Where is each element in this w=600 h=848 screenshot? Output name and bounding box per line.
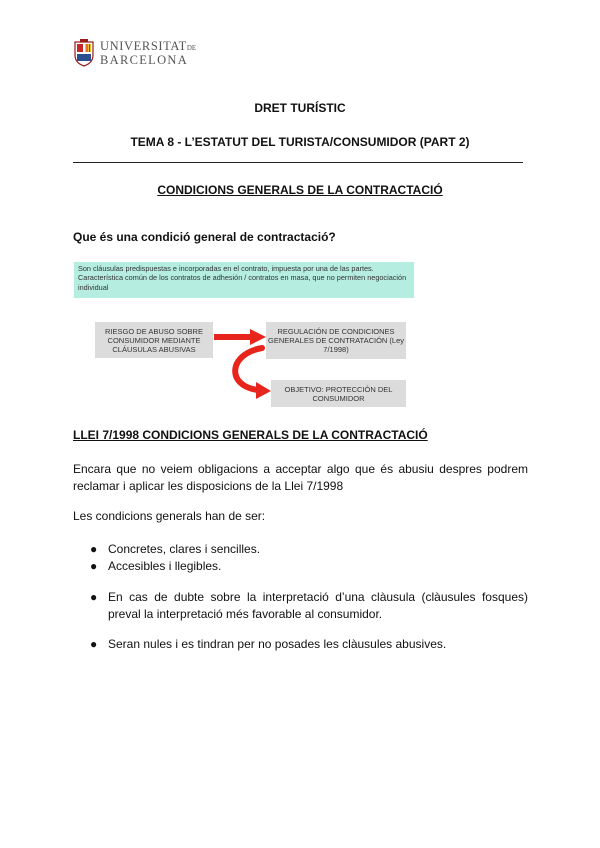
- university-crest-icon: [74, 39, 94, 67]
- bullet-icon: ●: [90, 590, 98, 604]
- conditions-list: [73, 589, 528, 624]
- logo-line-1-suffix: DE: [186, 43, 197, 52]
- right-arrow: [214, 329, 266, 345]
- header-divider: [73, 162, 523, 163]
- university-logo: [74, 39, 196, 67]
- law-title: LLEI 7/1998 CONDICIONS GENERALS DE LA CONTRACTACIÓ: [73, 428, 428, 442]
- objective-box: OBJETIVO: PROTECCIÓN DEL CONSUMIDOR: [271, 380, 406, 407]
- list-item: [73, 636, 528, 653]
- subject-title: DRET TURÍSTIC: [254, 101, 346, 115]
- list-item-text: En cas de dubte sobre la interpretació d’una clàusula (clàusules fosques) preval la interpretació més favorable al consumidor.: [108, 590, 528, 622]
- logo-line-2: BARCELONA: [100, 53, 189, 67]
- conditions-intro: Les condicions generals han de ser:: [73, 509, 266, 523]
- section-title: CONDICIONS GENERALS DE LA CONTRACTACIÓ: [157, 183, 443, 197]
- list-item-text: Concretes, clares i sencilles.: [108, 542, 261, 556]
- bullet-icon: ●: [90, 559, 98, 574]
- bullet-icon: ●: [90, 542, 98, 556]
- logo-line-1: UNIVERSITAT: [100, 38, 187, 53]
- conditions-list: [73, 636, 528, 653]
- topic-title: TEMA 8 - L’ESTATUT DEL TURISTA/CONSUMIDOR (PART 2): [130, 135, 470, 149]
- regulation-box: REGULACIÓN DE CONDICIONES GENERALES DE CONTRATACIÓN (Ley 7/1998): [266, 322, 406, 359]
- risk-box: RIESGO DE ABUSO SOBRE CONSUMIDOR MEDIANTE CLÁUSULAS ABUSIVAS: [95, 322, 213, 358]
- question-heading: Que és una condició general de contractació?: [73, 230, 336, 244]
- list-item: [73, 558, 528, 575]
- list-item: [73, 589, 528, 624]
- definition-box: Son cláusulas predispuestas e incorporadas en el contrato, impuesta por una de las partes. Característica común de los contratos de adhesión / contratos en masa, que no permiten negociación individual: [74, 262, 414, 298]
- logo-wordmark: [100, 40, 196, 67]
- list-item: [73, 541, 528, 558]
- list-item-text: Seran nules i es tindran per no posades les clàusules abusives.: [108, 637, 447, 651]
- bullet-icon: ●: [90, 637, 98, 651]
- law-paragraph: Encara que no veiem obligacions a acceptar algo que és abusiu despres podrem reclamar i aplicar les disposicions de la Llei 7/1998: [73, 462, 528, 494]
- list-item-text: Accesibles i llegibles.: [108, 559, 222, 574]
- conditions-list: [73, 541, 528, 576]
